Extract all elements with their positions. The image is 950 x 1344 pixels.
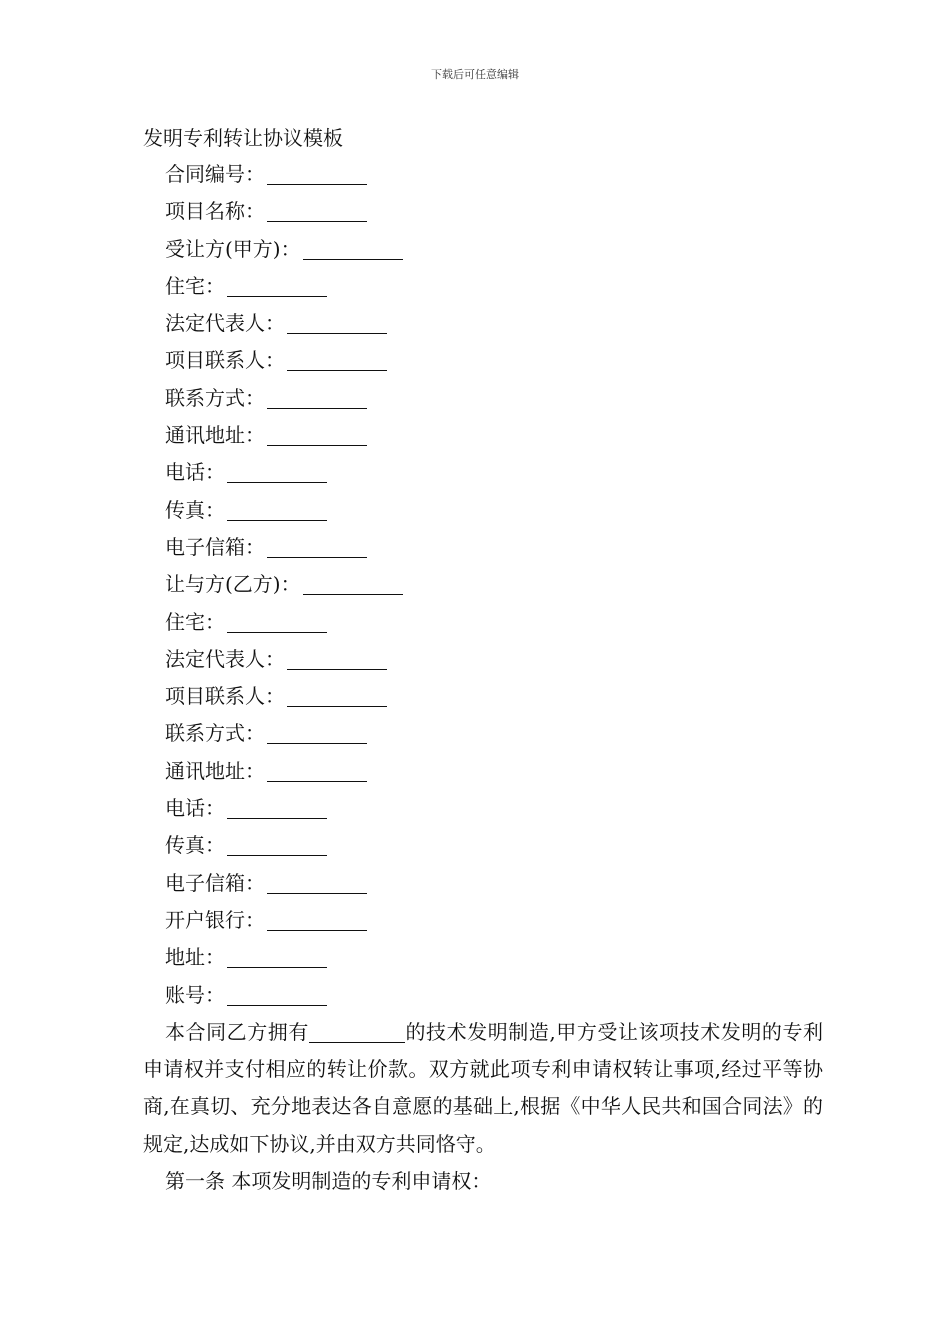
field-assignor [143, 566, 823, 603]
field-label: 通讯地址： [165, 423, 265, 448]
intro-text-start: 本合同乙方拥有 [165, 1019, 309, 1044]
fill-in-blank [267, 723, 367, 744]
field-bank [143, 902, 823, 939]
field-assignor-email [143, 865, 823, 902]
field-label: 地址： [165, 945, 225, 970]
fill-in-blank [287, 686, 387, 707]
fill-in-blank [267, 761, 367, 782]
field-assignee-address [143, 417, 823, 454]
fill-in-blank [227, 612, 327, 633]
field-label: 法定代表人： [165, 646, 285, 671]
field-label: 项目联系人： [165, 348, 285, 373]
fill-in-blank [267, 201, 367, 222]
field-label: 项目联系人： [165, 684, 285, 709]
field-project-name [143, 193, 823, 230]
fill-in-blank [227, 276, 327, 297]
field-label: 传真： [165, 833, 225, 858]
field-label: 账号： [165, 982, 225, 1007]
field-assignor-fax [143, 827, 823, 864]
fill-in-blank [227, 835, 327, 856]
document-body [143, 120, 823, 1200]
field-assignee-contact-method [143, 380, 823, 417]
intro-paragraph [143, 1014, 823, 1163]
field-assignee-phone [143, 454, 823, 491]
fill-in-blank [227, 947, 327, 968]
fill-in-blank [267, 873, 367, 894]
field-label: 传真： [165, 497, 225, 522]
field-label: 法定代表人： [165, 311, 285, 336]
intro-text-rest: 的技术发明制造,甲方受让该项技术发明的专利申请权并支付相应的转让价款。双方就此项专利申请权转让事项,经过平等协商,在真切、充分地表达各自意愿的基础上,根据《中华人民共和国合同法》的规定,达成如下协议,并由双方共同恪守。 [143, 1019, 824, 1156]
field-assignor-residence [143, 604, 823, 641]
fill-in-blank [267, 388, 367, 409]
field-label: 电子信箱： [165, 870, 265, 895]
fill-in-blank [287, 649, 387, 670]
field-bank-address [143, 939, 823, 976]
field-assignee-email [143, 529, 823, 566]
fill-in-blank [309, 1022, 405, 1043]
field-label: 电话： [165, 796, 225, 821]
fill-in-blank [287, 350, 387, 371]
field-assignee-legal-rep [143, 305, 823, 342]
field-label: 让与方(乙方)： [165, 572, 301, 597]
field-label: 住宅： [165, 609, 225, 634]
field-label: 住宅： [165, 273, 225, 298]
field-assignor-address [143, 753, 823, 790]
field-assignee-fax [143, 492, 823, 529]
fill-in-blank [227, 462, 327, 483]
field-label: 合同编号： [165, 162, 265, 186]
field-label: 电话： [165, 460, 225, 485]
fill-in-blank [267, 537, 367, 558]
field-label: 联系方式： [165, 721, 265, 746]
field-label: 电子信箱： [165, 534, 265, 559]
field-assignee-residence [143, 268, 823, 305]
fill-in-blank [267, 425, 367, 446]
article-1-heading: 第一条 本项发明制造的专利申请权： [165, 1169, 492, 1194]
field-label: 项目名称： [165, 199, 265, 224]
fill-in-blank [267, 910, 367, 931]
fill-in-blank [267, 164, 367, 185]
field-assignor-project-contact [143, 678, 823, 715]
fill-in-blank [303, 574, 403, 595]
header-note: 下载后可任意编辑 [431, 68, 519, 81]
fill-in-blank [303, 239, 403, 260]
field-assignor-contact-method [143, 715, 823, 752]
field-label: 通讯地址： [165, 758, 265, 783]
field-assignee [143, 231, 823, 268]
fill-in-blank [227, 798, 327, 819]
field-assignor-legal-rep [143, 641, 823, 678]
field-label: 联系方式： [165, 385, 265, 410]
fill-in-blank [287, 313, 387, 334]
field-assignee-project-contact [143, 342, 823, 379]
field-contract-number [143, 156, 823, 193]
fill-in-blank [227, 985, 327, 1006]
fill-in-blank [227, 500, 327, 521]
field-account-number [143, 977, 823, 1014]
field-label: 受让方(甲方)： [165, 236, 301, 261]
document-title: 发明专利转让协议模板 [143, 126, 343, 150]
field-label: 开户银行： [165, 907, 265, 932]
field-assignor-phone [143, 790, 823, 827]
